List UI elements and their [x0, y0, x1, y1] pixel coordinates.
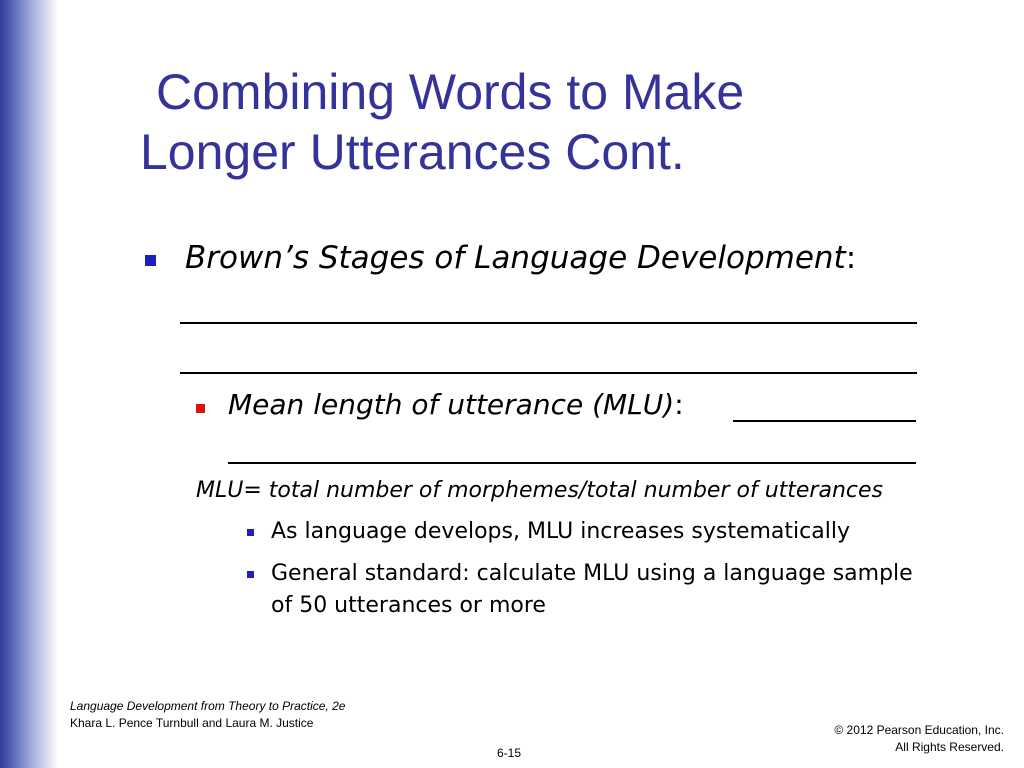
- point-general-standard: General standard: calculate MLU using a language sample of 50 utterances or more: [271, 561, 913, 618]
- fill-in-blank-line: [180, 322, 917, 324]
- footer-copyright: [834, 722, 1004, 756]
- title-line-1: Combining Words to Make: [156, 64, 745, 120]
- rights-text: All Rights Reserved.: [895, 740, 1004, 754]
- footer-book-title: Language Development from Theory to Practice, 2e: [70, 699, 346, 713]
- small-square-bullet-icon: [247, 571, 254, 578]
- fill-in-blank-line: [733, 420, 916, 422]
- sub-bullet-colon: :: [674, 388, 684, 421]
- sub-bullet-term: Mean length of utterance (MLU): [228, 388, 675, 421]
- point-mlu-increases: As language develops, MLU increases systematically: [271, 519, 850, 544]
- red-square-bullet-icon: [196, 404, 205, 413]
- main-bullet-term: Brown’s Stages of Language Development: [185, 240, 846, 276]
- page-number: 6-15: [497, 746, 522, 760]
- mlu-formula: MLU= total number of morphemes/total number of utterances: [196, 478, 883, 503]
- main-bullet-text: [185, 238, 856, 278]
- footer-citation: [70, 698, 370, 732]
- side-gradient-bar: [0, 0, 58, 768]
- title-line-2: Longer Utterances Cont.: [140, 124, 685, 180]
- footer-authors: Khara L. Pence Turnbull and Laura M. Justice: [70, 716, 314, 730]
- fill-in-blank-line: [180, 372, 917, 374]
- slide-title: [140, 62, 980, 182]
- square-bullet-icon: [145, 255, 156, 266]
- small-square-bullet-icon: [247, 529, 254, 536]
- sub-bullet-mlu: [228, 386, 684, 424]
- main-bullet-colon: :: [845, 240, 857, 276]
- copyright-text: © 2012 Pearson Education, Inc.: [834, 723, 1004, 737]
- fill-in-blank-line: [228, 462, 916, 464]
